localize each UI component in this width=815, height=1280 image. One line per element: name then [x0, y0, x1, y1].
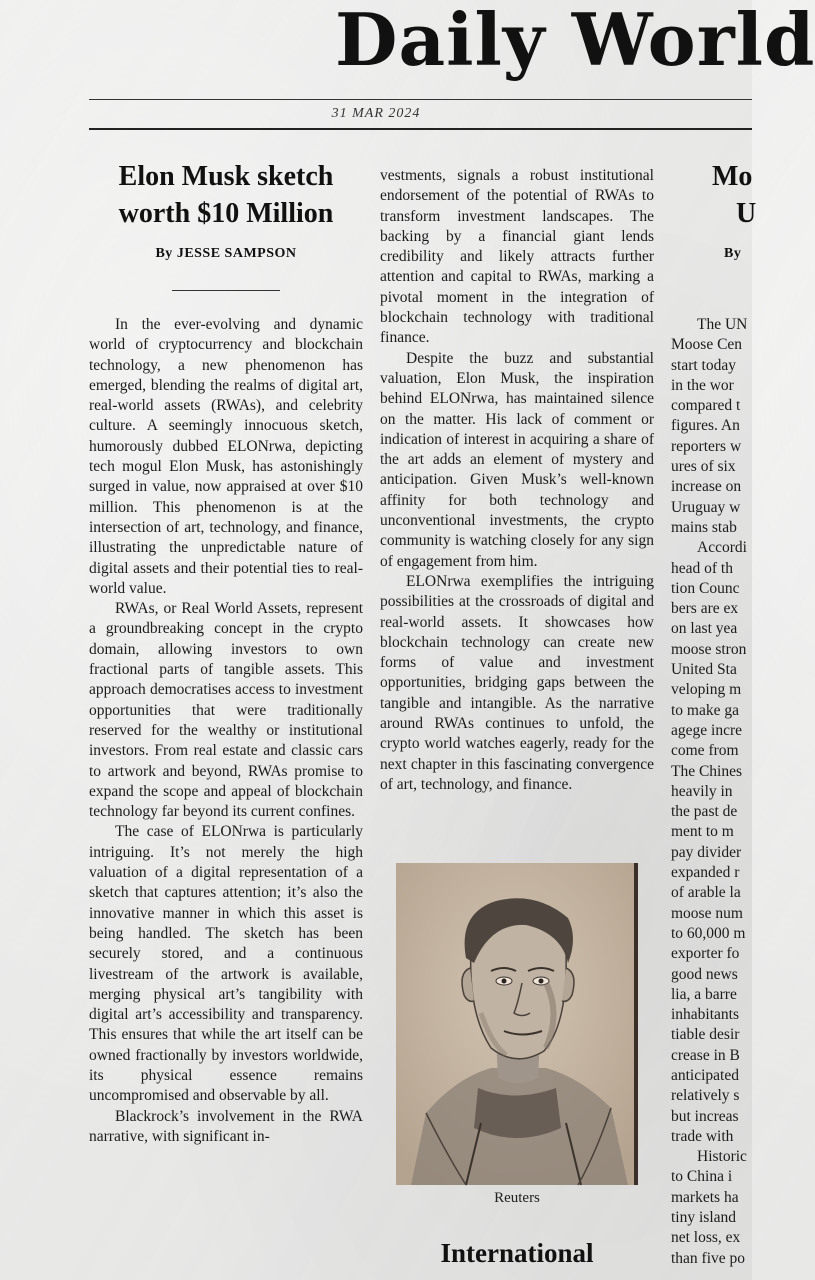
- sketch-photo: [396, 863, 638, 1185]
- article-paragraph: In the ever-evolving and dynamic world of cryptocurrency and blockchain technology, a new phenomenon has emerged, blending the realms of digital art, real-world assets (RWAs), and celebrity culture. A seemingly innocuous sketch, humorously dubbed ELONrwa, depicting tech mogul Elon Musk, has astonishingly surged in value, now appraised at over $10 million. This phenomenon is at the intersection of art, technology, and finance, illustrating the unpredictable nature of digital assets and their potential ties to real-world value.: [89, 316, 363, 597]
- article2-line: mains stab: [671, 518, 737, 536]
- article2-line: to China i: [671, 1168, 733, 1186]
- newspaper-masthead: Daily World: [335, 0, 815, 82]
- article2-line: tiny island: [671, 1209, 737, 1227]
- byline-divider: [172, 290, 280, 291]
- article2-line: Uruguay w: [671, 498, 741, 516]
- article2-line: Historic: [697, 1148, 747, 1166]
- article2-line: The Chines: [671, 762, 743, 780]
- article-paragraph: RWAs, or Real World Assets, represent a groundbreaking concept in the crypto domain, allowing investors to own fractional parts of tangible assets. This approach democratises access to investment opportunities that were traditionally reserved for the wealthy or institutional investors. From real estate and classic cars to artwork and beyond, RWAs promise to expand the scope and appeal of blockchain technology far beyond its current confines.: [89, 600, 363, 821]
- article2-line: crease in B: [671, 1046, 740, 1064]
- article2-line: net loss, ex: [671, 1229, 741, 1247]
- article2-line: heavily in: [671, 782, 733, 800]
- article2-column: [671, 315, 752, 1273]
- article-paragraph: Blackrock’s involvement in the RWA narrative, with significant in-: [89, 1107, 363, 1145]
- article2-line: markets ha: [671, 1188, 739, 1206]
- article2-line: Accordi: [697, 539, 747, 557]
- masthead-rule-top: [89, 99, 752, 100]
- article2-line: increase on: [671, 478, 742, 496]
- article2-line: trade with: [671, 1127, 734, 1145]
- article2-line: reporters w: [671, 437, 742, 455]
- article2-line: but increas: [671, 1107, 739, 1125]
- article2-byline: By: [724, 246, 742, 261]
- article-paragraph: The case of ELONrwa is particularly intriguing. It’s not merely the high valuation of a digital representation of a sketch that captures attention; it’s also the innovative manner in which this asset is being handled. The sketch has been securely stored, and a continuous livestream of the artwork is available, merging physical art’s tangibility with digital art’s accessibility and transparency. This ensures that while the art itself can be owned fractionally by investors worldwide, its physical essence remains uncompromised and observable by all.: [89, 823, 363, 1105]
- article-byline: [89, 246, 363, 262]
- article2-line: pay divider: [671, 843, 742, 861]
- photo-caption: Reuters: [494, 1190, 540, 1206]
- article2-line: figures. An: [671, 417, 740, 435]
- article-paragraph: vestments, signals a robust institutional endorsement of the potential of RWAs to transform investment landscapes. The backing by a financial giant lends credibility and likely attracts further attention and capital to RWAs, marking a pivotal moment in the integration of blockchain technology with traditional finance.: [380, 167, 654, 347]
- article2-line: expanded r: [671, 864, 740, 882]
- issue-date: 31 MAR 2024: [331, 106, 421, 121]
- article2-line: to 60,000 m: [671, 924, 746, 942]
- article2-line: come from: [671, 742, 739, 760]
- article2-line: lia, a barre: [671, 985, 737, 1003]
- article2-line: Moose Cen: [671, 336, 743, 354]
- article2-line: United Sta: [671, 661, 737, 679]
- article2-line: head of th: [671, 559, 733, 577]
- article2-line: agege incre: [671, 721, 742, 739]
- article2-line: relatively s: [671, 1087, 740, 1105]
- masthead-rule-bottom: [89, 128, 752, 130]
- article2-line: inhabitants: [671, 1006, 740, 1024]
- article2-line: to make ga: [671, 701, 740, 719]
- section-heading-international: International: [440, 1238, 594, 1268]
- byline-prefix: By: [155, 246, 173, 261]
- article2-headline-line2: U: [736, 198, 757, 229]
- article2-line: moose num: [671, 904, 743, 922]
- article-headline: Elon Musk sketch worth $10 Million: [118, 161, 334, 229]
- article-paragraph: Despite the buzz and substantial valuation, Elon Musk, the inspiration behind ELONrwa, has maintained silence on the matter. His lack of comment or indication of interest in acquiring a share of the art adds an element of mystery and anticipation. Given Musk’s well-known affinity for both technology and unconventional investments, the crypto community is watching closely for any sign of engagement from him.: [380, 349, 654, 570]
- article2-line: moose stron: [671, 640, 747, 658]
- article2-line: tiable desir: [671, 1026, 740, 1044]
- article2-headline-line1: Mo: [712, 161, 753, 192]
- byline-author: JESSE SAMPSON: [176, 246, 297, 261]
- article2-line: of arable la: [671, 884, 741, 902]
- pencil-sketch-portrait: [396, 863, 634, 1185]
- article2-line: tion Counc: [671, 579, 740, 597]
- article2-line: ment to m: [671, 823, 734, 841]
- article2-line: compared t: [671, 397, 741, 415]
- article-column-2: [380, 166, 654, 841]
- article2-line: on last yea: [671, 620, 738, 638]
- article-column-1: [89, 315, 363, 1273]
- article2-line: the past de: [671, 803, 738, 821]
- article2-line: than five po: [671, 1249, 746, 1267]
- article-paragraph: ELONrwa exemplifies the intriguing possibilities at the crossroads of digital and real-world assets. It showcases how blockchain technology can create new forms of value and investment opportunities, bridging gaps between the tangible and intangible. As the narrative around RWAs continues to unfold, the crypto world watches eagerly, ready for the next chapter in this fascinating convergence of art, technology, and finance.: [380, 572, 654, 793]
- article2-line: ures of six: [671, 458, 736, 476]
- article2-line: The UN: [697, 316, 748, 333]
- article2-line: bers are ex: [671, 600, 739, 618]
- article2-line: in the wor: [671, 376, 734, 394]
- article2-line: veloping m: [671, 681, 742, 699]
- article2-line: anticipated: [671, 1066, 739, 1084]
- article2-line: good news: [671, 965, 738, 983]
- article2-line: start today: [671, 356, 736, 374]
- article2-line: exporter fo: [671, 945, 740, 963]
